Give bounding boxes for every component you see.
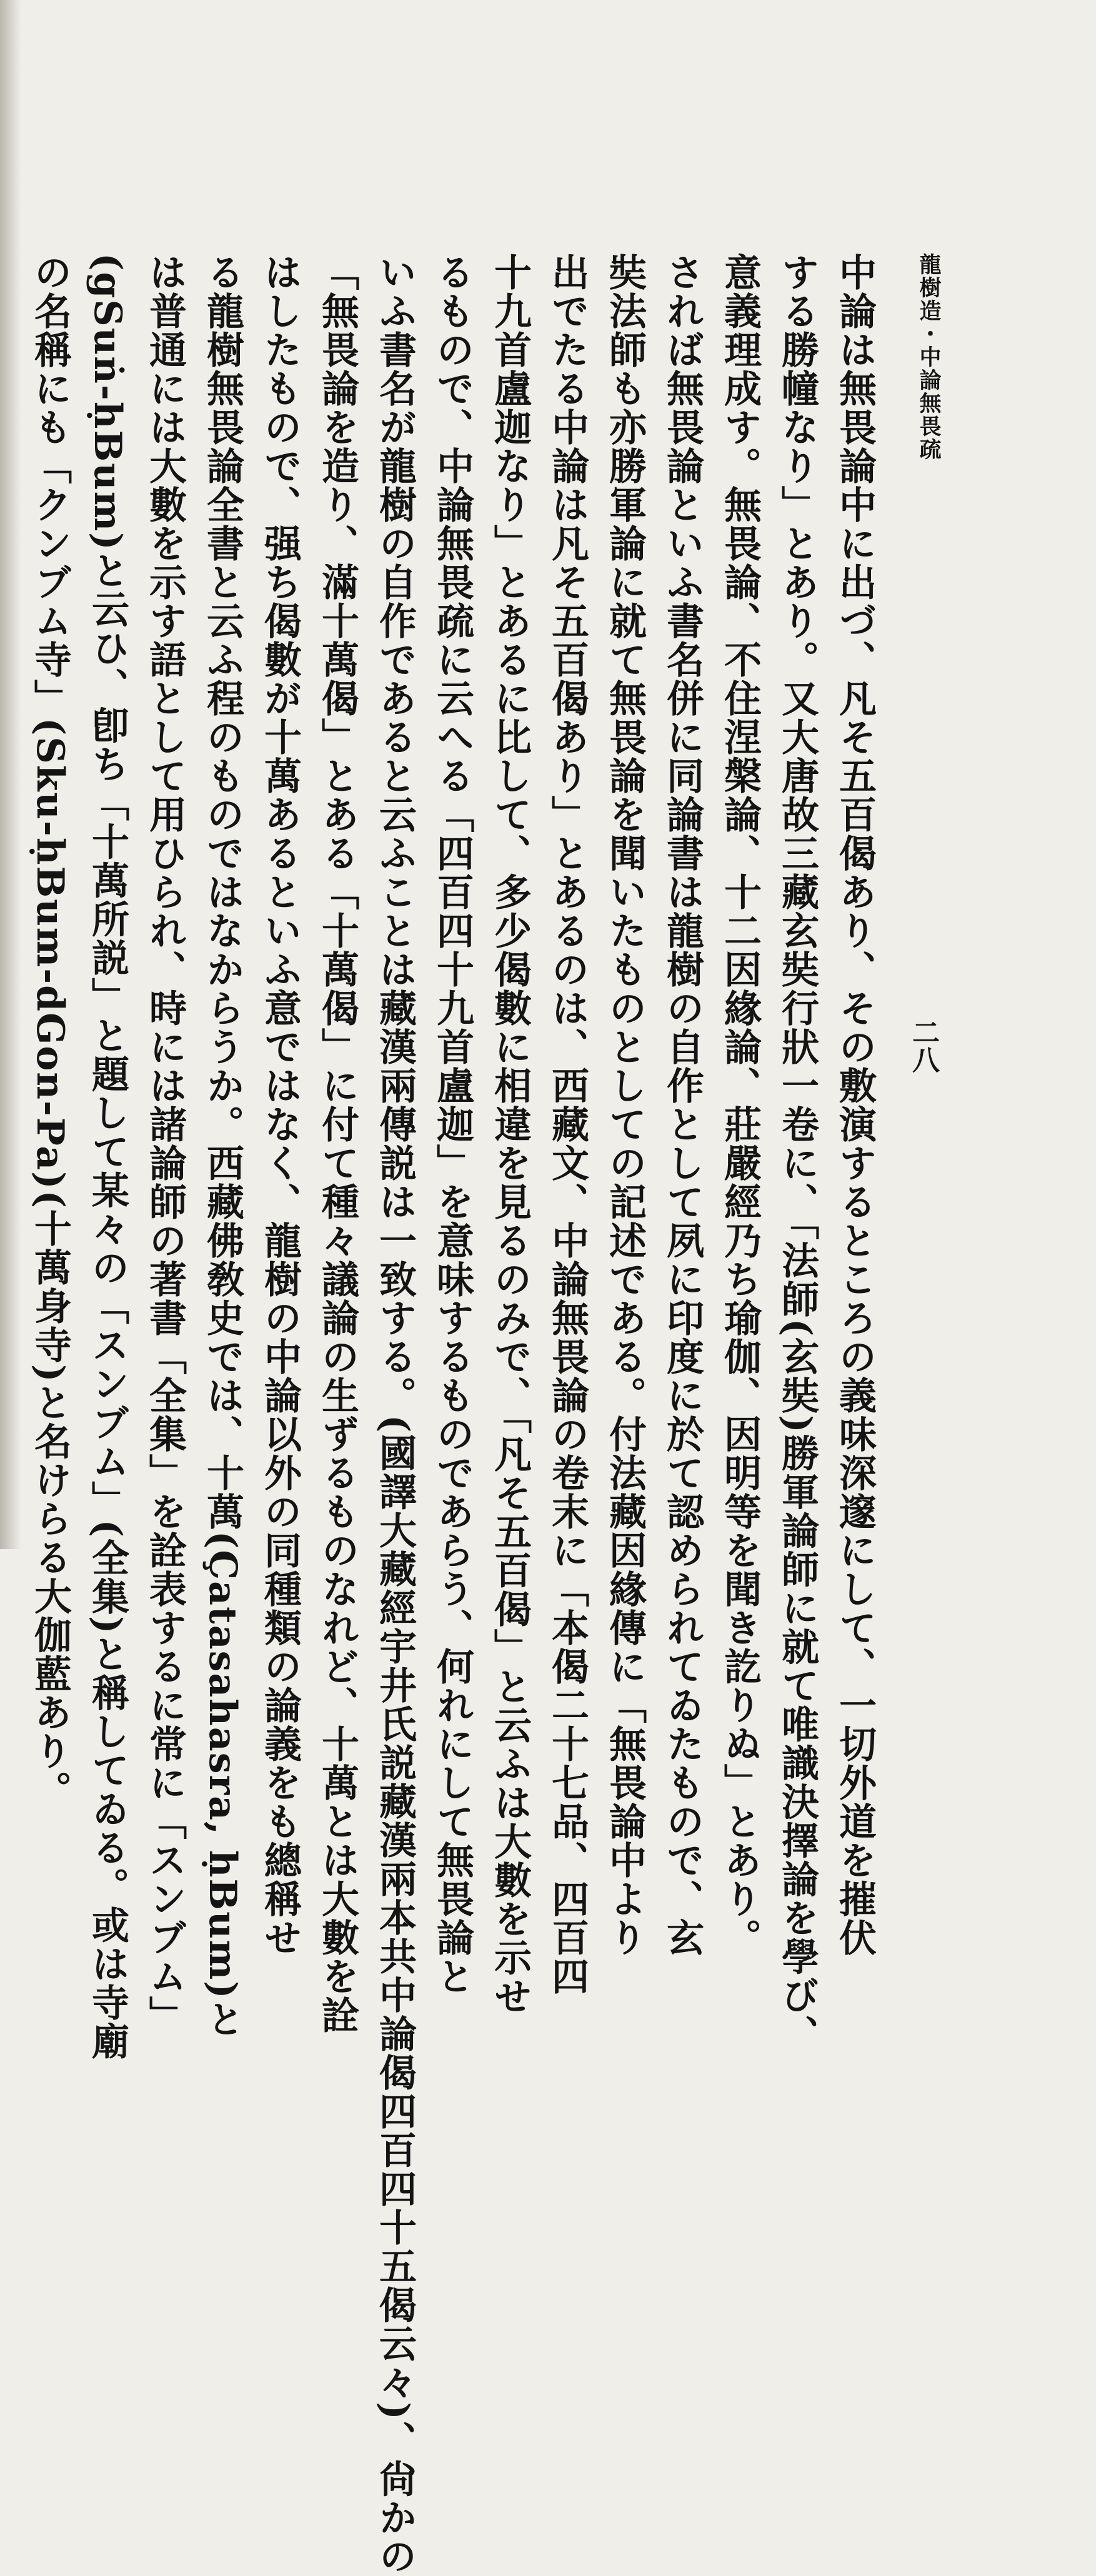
- text-line: の名稱にも「クンブム寺」(Sku-ḥBum-dGon-Pa)(十萬身寺)と名けらる大伽藍あり。: [28, 253, 72, 1810]
- text-line: されば無畏論といふ書名併に同論書は龍樹の自作として夙に印度に於て認められてゐたもので、玄: [660, 253, 704, 1957]
- text-line: する勝幢なり」とあり。又大唐故三藏玄奘行狀一卷に、「法師(玄奘)勝軍論師に就て唯識決擇論を學び、: [775, 253, 819, 2054]
- text-line: は普通には大數を示す語として用ひられ、時には諸論師の著書「全集」を詮表するに常に「スンブム」: [143, 253, 187, 2034]
- running-title: 龍樹造・中論無畏疏: [916, 253, 942, 461]
- text-line: 十九首盧迦なり」とあるに比して、多少偈數に相違を見るのみで、「凡そ五百偈」と云ふは大數を示せ: [488, 253, 532, 2016]
- text-line: 「無畏論を造り、滿十萬偈」とある「十萬偈」に付て種々議論の生ずるものなれど、十萬とは大數を詮: [316, 253, 359, 2034]
- text-line: 意義理成す。無畏論、不住涅槃論、十二因緣論、莊嚴經乃ち瑜伽、因明等を聞き訖りぬ」とあり。: [718, 253, 762, 1957]
- vertical-body-text: [21, 253, 884, 2576]
- text-line: るもので、中論無畏疏に云へる「四百四十九首盧迦」を意味するものであらう、何れにして無畏論と: [431, 253, 474, 1996]
- text-line: 出でたる中論は凡そ五百偈あり」とあるのは、西藏文、中論無畏論の卷末に「本偈二十七品、四百四: [546, 253, 589, 1996]
- text-line: はしたもので、强ち偈數が十萬あるといふ意ではなく、龍樹の中論以外の同種類の論義をも總稱せ: [258, 253, 302, 1957]
- text-line: いふ書名が龍樹の自作であると云ふことは藏漢兩傳説は一致する。(國譯大藏經宇井氏説藏漢兩本共中論偈四百四十五偈云々)、尙かの: [373, 253, 417, 2576]
- text-line: る龍樹無畏論全書と云ふ程のものではなからうか。西藏佛敎史では、十萬(Çatasahasra, ḥBum)と: [201, 253, 244, 2039]
- text-line: 奘法師も亦勝軍論に就て無畏論を聞いたものとしての記述である。付法藏因緣傳に「無畏論中より: [603, 253, 647, 1957]
- page-number: 二八: [907, 1018, 939, 1073]
- text-line: 中論は無畏論中に出づ、凡そ五百偈あり、その敷演するところの義味深邃にして、一切外道を摧伏: [833, 253, 877, 1957]
- text-line: (gSuṅ-ḥBum)と云ひ、卽ち「十萬所説」と題して某々の「スンブム」(全集)と稱してゐる。或は寺廟: [86, 253, 129, 2061]
